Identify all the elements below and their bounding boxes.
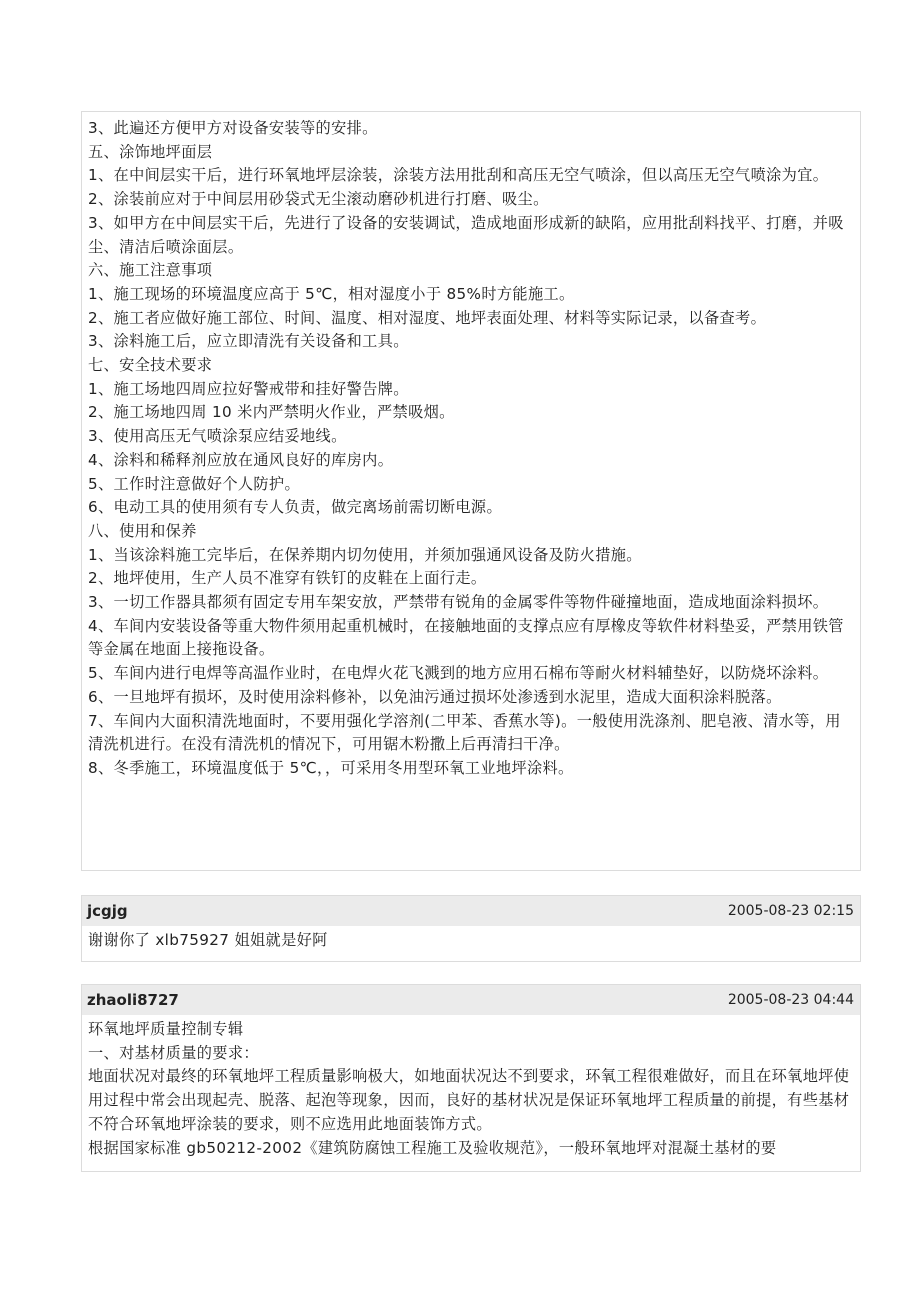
post-header [82, 896, 860, 926]
section-heading: 五、涂饰地坪面层 [88, 142, 213, 161]
post-body [82, 112, 860, 781]
text-line: 2、涂装前应对于中间层用砂袋式无尘滚动磨砂机进行打磨、吸尘。 [88, 190, 549, 209]
post-author[interactable]: zhaoli8727 [87, 991, 179, 1009]
section-heading: 六、施工注意事项 [88, 261, 213, 280]
text-line: 3、涂料施工后，应立即清洗有关设备和工具。 [88, 332, 409, 351]
text-paragraph: 1、在中间层实干后，进行环氧地坪层涂装，涂装方法用批刮和高压无空气喷涂，但以高压无空气喷涂为宜。 [88, 166, 829, 185]
text-paragraph: 4、车间内安装设备等重大物件须用起重机械时，在接触地面的支撑点应有厚橡皮等软件材料垫妥，严禁用铁管等金属在地面上接拖设备。 [88, 616, 844, 659]
text-paragraph: 地面状况对最终的环氧地坪工程质量影响极大，如地面状况达不到要求，环氧工程很难做好，而且在环氧地坪使用过程中常会出现起壳、脱落、起泡等现象，因而，良好的基材状况是保证环氧地坪工程质量的前提，有些基材不符合环氧地坪涂装的要求，则不应选用此地面装饰方式。 [88, 1067, 850, 1133]
section-heading: 八、使用和保养 [88, 521, 197, 540]
text-paragraph: 7、车间内大面积清洗地面时，不要用强化学溶剂(二甲苯、香蕉水等)。一般使用洗涤剂、肥皂液、清水等，用清洗机进行。在没有清洗机的情况下，可用锯木粉撒上后再清扫干净。 [88, 711, 841, 754]
text-line: 2、地坪使用，生产人员不准穿有铁钉的皮鞋在上面行走。 [88, 569, 487, 588]
post-author[interactable]: jcgjg [87, 902, 128, 920]
text-line: 6、一旦地坪有损坏，及时使用涂料修补，以免油污通过损坏处渗透到水泥里，造成大面积涂料脱落。 [88, 687, 782, 706]
text-line: 2、施工场地四周 10 米内严禁明火作业，严禁吸烟。 [88, 403, 455, 422]
post-date: 2005-08-23 04:44 [727, 992, 854, 1008]
text-line: 3、使用高压无气喷涂泵应结妥地线。 [88, 427, 347, 446]
text-line: 8、冬季施工，环境温度低于 5℃，，可采用冬用型环氧工业地坪涂料。 [88, 758, 574, 777]
section-heading: 七、安全技术要求 [88, 356, 213, 375]
text-line: 1、施工现场的环境温度应高于 5℃，相对湿度小于 85%时方能施工。 [88, 284, 575, 303]
text-line: 4、涂料和稀释剂应放在通风良好的库房内。 [88, 450, 394, 469]
reply-post [81, 984, 861, 1172]
reply-post [81, 895, 861, 962]
text-paragraph: 3、如甲方在中间层实干后，先进行了设备的安装调试，造成地面形成新的缺陷，应用批刮料找平、打磨，并吸尘、清洁后喷涂面层。 [88, 213, 844, 256]
text-line: 根据国家标准 gb50212-2002《建筑防腐蚀工程施工及验收规范》，一般环氧地坪对混凝土基材的要 [88, 1138, 777, 1157]
text-line: 2、施工者应做好施工部位、时间、温度、相对湿度、地坪表面处理、材料等实际记录，以备查考。 [88, 308, 767, 327]
text-line: 6、电动工具的使用须有专人负责，做完离场前需切断电源。 [88, 498, 502, 517]
text-paragraph: 5、车间内进行电焊等高温作业时，在电焊火花飞溅到的地方应用石棉布等耐火材料辅垫好，以防烧坏涂料。 [88, 664, 829, 683]
post-body-text: 谢谢你了 xlb75927 姐姐就是好阿 [88, 931, 328, 949]
post-header [82, 985, 860, 1015]
text-line: 3、此遍还方便甲方对设备安装等的安排。 [88, 119, 378, 137]
text-line: 5、工作时注意做好个人防护。 [88, 474, 301, 493]
text-paragraph: 3、一切工作器具都须有固定专用车架安放，严禁带有锐角的金属零件等物件碰撞地面，造成地面涂料损坏。 [88, 593, 829, 612]
post-date: 2005-08-23 02:15 [727, 903, 854, 919]
section-heading: 一、对基材质量的要求： [88, 1043, 259, 1062]
post-content-block [81, 111, 861, 871]
text-line: 1、施工场地四周应拉好警戒带和挂好警告牌。 [88, 379, 409, 398]
post-title: 环氧地坪质量控制专辑 [88, 1020, 244, 1038]
text-line: 1、当该涂料施工完毕后，在保养期内切勿使用，并须加强通风设备及防火措施。 [88, 545, 642, 564]
